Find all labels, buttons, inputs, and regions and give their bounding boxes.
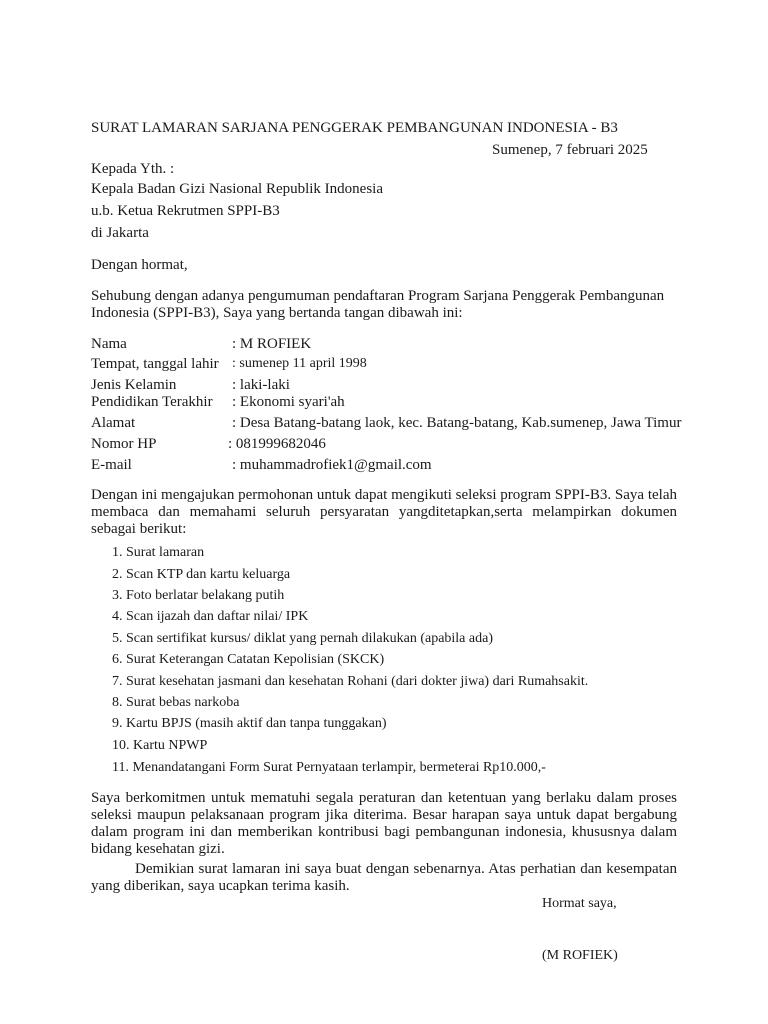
list-item: 3. Foto berlatar belakang putih	[112, 588, 285, 603]
ttl-label: Tempat, tanggal lahir	[91, 356, 219, 372]
list-item: 10. Kartu NPWP	[112, 738, 208, 753]
list-item: 6. Surat Keterangan Catatan Kepolisian (SKCK)	[112, 652, 385, 667]
list-item: 8. Surat bebas narkoba	[112, 695, 240, 710]
letter-title: SURAT LAMARAN SARJANA PENGGERAK PEMBANGUNAN INDONESIA - B3	[91, 120, 618, 136]
email-value: : muhammadrofiek1@gmail.com	[232, 457, 432, 473]
signature-name: (M ROFIEK)	[542, 948, 618, 963]
nomor-hp-value: : 081999682046	[228, 436, 326, 452]
list-item: 4. Scan ijazah dan daftar nilai/ IPK	[112, 609, 309, 624]
nomor-hp-label: Nomor HP	[91, 436, 157, 452]
recipient-line-3: di Jakarta	[91, 225, 149, 241]
alamat-label: Alamat	[91, 415, 136, 431]
list-item: 5. Scan sertifikat kursus/ diklat yang pernah dilakukan (apabila ada)	[112, 631, 493, 646]
sign-off: Hormat saya,	[542, 896, 617, 911]
ttl-value: : sumenep 11 april 1998	[232, 356, 367, 371]
jenis-kelamin-value: : laki-laki	[232, 377, 290, 393]
list-item: 7. Surat kesehatan jasmani dan kesehatan Rohani (dari dokter jiwa) dari Rumahsakit.	[112, 674, 589, 689]
list-item: 9. Kartu BPJS (masih aktif dan tanpa tunggakan)	[112, 716, 387, 731]
recipient-line-2: u.b. Ketua Rekrutmen SPPI-B3	[91, 203, 280, 219]
pendidikan-value: : Ekonomi syari'ah	[232, 394, 345, 410]
list-item: 11. Menandatangani Form Surat Pernyataan terlampir, bermeterai Rp10.000,-	[112, 760, 546, 775]
recipient-line-1: Kepala Badan Gizi Nasional Republik Indonesia	[91, 181, 384, 197]
alamat-value: : Desa Batang-batang laok, kec. Batang-batang, Kab.sumenep, Jawa Timur	[232, 415, 682, 431]
nama-label: Nama	[91, 336, 127, 352]
intro-line-2: Indonesia (SPPI-B3), Saya yang bertanda tangan dibawah ini:	[91, 305, 463, 321]
application-paragraph: Dengan ini mengajukan permohonan untuk dapat mengikuti seleksi program SPPI-B3. Saya telah membaca dan memahami seluruh persyaratan yangditetapkan,serta melampirkan dokumen sebagai berikut:	[91, 487, 677, 537]
list-item: 1. Surat lamaran	[112, 545, 205, 560]
pendidikan-label: Pendidikan Terakhir	[91, 394, 213, 410]
commitment-paragraph: Saya berkomitmen untuk mematuhi segala peraturan dan ketentuan yang berlaku dalam proses seleksi maupun pelaksanaan program jika diterima. Besar harapan saya untuk dapat bergabung dalam program ini dan memberikan kontribusi bagi pembangunan indonesia, khususnya dalam bidang kesehatan gizi.	[91, 790, 677, 857]
jenis-kelamin-label: Jenis Kelamin	[91, 377, 177, 393]
intro-line-1: Sehubung dengan adanya pengumuman pendaftaran Program Sarjana Penggerak Pembangunan	[91, 288, 665, 304]
greeting: Dengan hormat,	[91, 257, 188, 273]
email-label: E-mail	[91, 457, 132, 473]
recipient-salutation: Kepada Yth. :	[91, 161, 175, 177]
nama-value: : M ROFIEK	[232, 336, 312, 352]
closing-paragraph: Demikian surat lamaran ini saya buat dengan sebenarnya. Atas perhatian dan kesempatan yang diberikan, saya ucapkan terima kasih.	[91, 861, 677, 894]
place-date: Sumenep, 7 februari 2025	[492, 142, 648, 158]
list-item: 2. Scan KTP dan kartu keluarga	[112, 567, 291, 582]
